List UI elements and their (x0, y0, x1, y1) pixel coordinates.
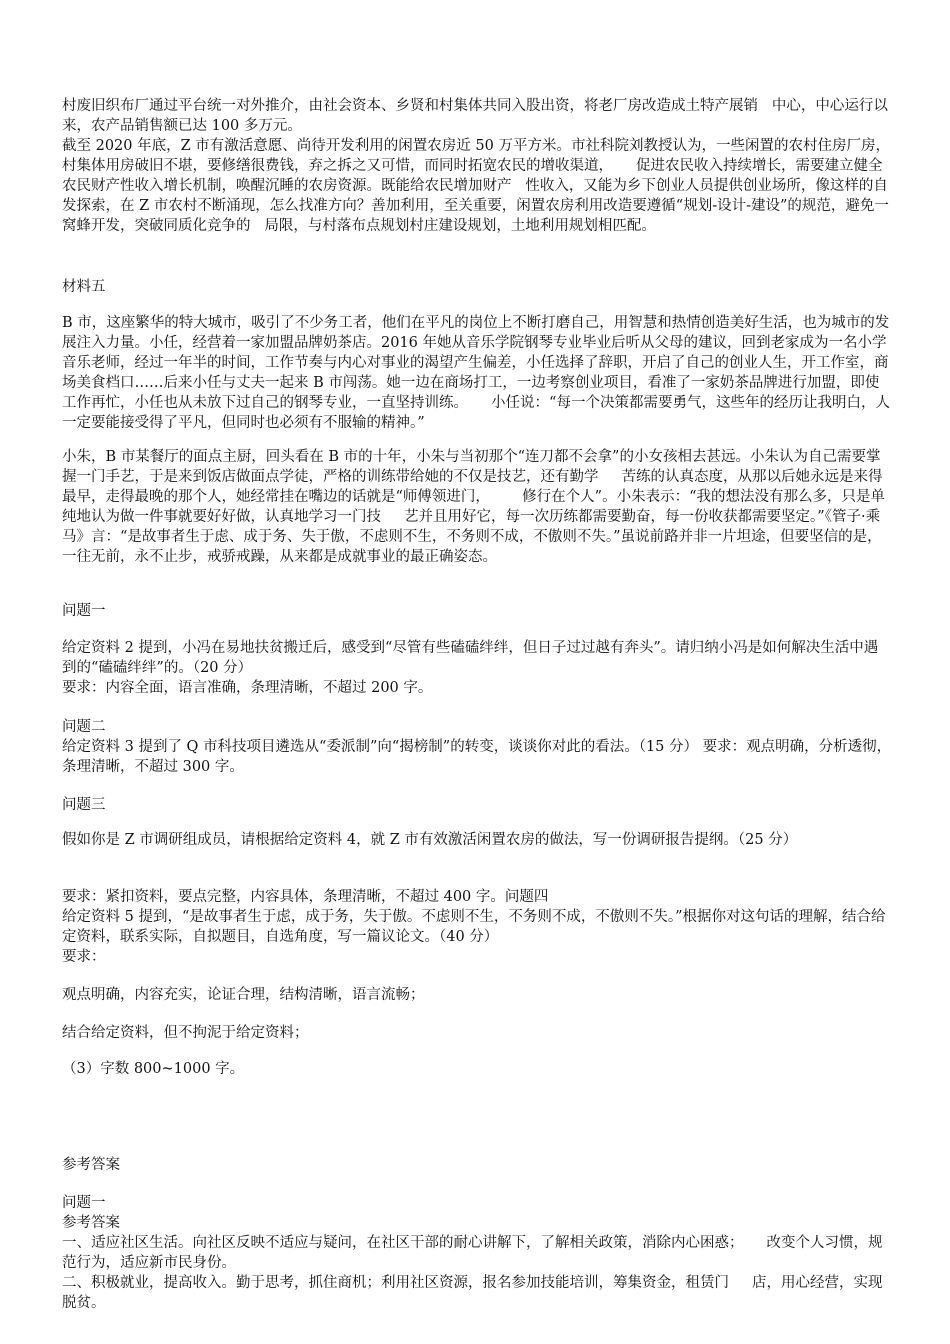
requirement-item-2: 结合给定资料，但不拘泥于给定资料； (62, 1025, 309, 1041)
answer-one-block: 问题一 参考答案 一、适应社区生活。向社区反映不适应与疑问，在社区干部的耐心讲解下，了解相关政策，消除内心困惑； 改变个人习惯，规范行为，适应新市民身份。 二、积极就业，提高收入。勤于思考，抓住商机；利用社区资源，报名参加技能培训，筹集资金，租赁门 店，用心经营，实现脱贫。 (62, 1195, 883, 1311)
reference-answer-heading: 参考答案 (62, 1157, 120, 1173)
material-five-paragraph-xiaoren: B 市，这座繁华的特大城市，吸引了不少务工者，他们在平凡的岗位上不断打磨自己，用智慧和热情创造美好生活，也为城市的发展注入力量。小任，经营着一家加盟品牌奶茶店。2016 年她从音乐学院钢琴专业毕业后听从父母的建议，回到老家成为一名小学音乐老师，经过一年半的时间，工作节奏与内心对事业的渴望产生偏差，小任选择了辞职，开启了自己的创业人生，开工作室，商场美食档口……后来小任与丈夫一起来 B 市闯荡。她一边在商场打工，一边考察创业项目，看准了一家奶茶品牌进行加盟，即使工作再忙，小任也从未放下过自己的钢琴专业，一直坚持训练。 小任说：“每一个决策都需要勇气，这些年的经历让我明白，人一定要能接受得了平凡，但同时也必须有不服输的精神。” (62, 315, 890, 431)
question-three-heading: 问题三 (62, 797, 106, 813)
question-two-block: 问题二 给定资料 3 提到了 Q 市科技项目遴选从“委派制”向“揭榜制”的转变，谈谈你对此的看法。（15 分） 要求：观点明确，分析透彻，条理清晰，不超过 300 字。 (62, 719, 892, 775)
material-five-heading: 材料五 (62, 279, 106, 295)
question-one-body: 给定资料 2 提到，小冯在易地扶贫搬迁后，感受到“尽管有些磕磕绊绊，但日子过过越有奔头”。请归纳小冯是如何解决生活中遇到的“磕磕绊绊”的。（20 分） 要求：内容全面，语言准确，条理清晰，不超过 200 字。 (62, 640, 879, 696)
requirement-item-1: 观点明确，内容充实，论证合理，结构清晰，语言流畅； (62, 987, 425, 1003)
material-five-paragraph-xiaozhu: 小朱，B 市某餐厅的面点主厨，回头看在 B 市的十年，小朱与当初那个“连刀都不会拿”的小女孩相去甚远。小朱认为自己需要掌握一门手艺，于是来到饭店做面点学徒，严格的训练带给她的不仅是技艺，还有勤学 苦练的认真态度，从那以后她永远是来得最早，走得最晚的那个人，她经常挂在嘴边的话就是“师傅领进门， 修行在个人”。小朱表示：“我的想法没有那么多，只是单纯地认为做一件事就要好好做，认真地学习一门技 艺并且用好它，每一次历练都需要勤奋，每一份收获都需要坚定。”《管子·乘马》言：“是故事者生于虑、成于务、失于傲，不虑则不生，不务则不成，不傲则不失。”虽说前路并非一片坦途，但要坚信的是，一往无前，永不止步，戒骄戒躁，从来都是成就事业的最正确姿态。 (62, 449, 885, 565)
question-one-heading: 问题一 (62, 603, 106, 619)
material-four-continued: 村废旧织布厂通过平台统一对外推介，由社会资本、乡贤和村集体共同入股出资，将老厂房改造成土特产展销 中心，中心运行以来，农产品销售额已达 100 多万元。 截至 2020 年底，Z 市有激活意愿、尚待开发利用的闲置农房近 50 万平方米。市社科院刘教授认为，一些闲置的农村住房厂房，村集体用房破旧不堪，要修缮很费钱，弃之拆之又可惜，而同时拓宽农民的增收渠道， 促进农民收入持续增长，需要建立健全农民财产性收入增长机制，唤醒沉睡的农房资源。既能给农民增加财产 性收入，又能为乡下创业人员提供创业场所，像这样的自发探索，在 Z 市农村不断涌现，怎么找准方向？善加利用，至关重要，闲置农房利用改造要遵循“规划-设计-建设”的规范，避免一窝蜂开发，突破同质化竞争的 局限，与村落布点规划村庄建设规划，土地利用规划相匹配。 (62, 98, 890, 234)
requirement-item-3: （3）字数 800~1000 字。 (62, 1061, 245, 1077)
question-four-block: 要求：紧扣资料，要点完整，内容具体，条理清晰，不超过 400 字。问题四 给定资料 5 提到，“是故事者生于虑，成于务，失于傲。不虑则不生，不务则不成，不傲则不失。”根据你对这句话的理解，结合给定资料，联系实际，自拟题目，自选角度，写一篇议论文。（40 分） 要求： (62, 889, 886, 965)
question-three-body: 假如你是 Z 市调研组成员，请根据给定资料 4，就 Z 市有效激活闲置农房的做法，写一份调研报告提纲。（25 分） (62, 832, 798, 848)
